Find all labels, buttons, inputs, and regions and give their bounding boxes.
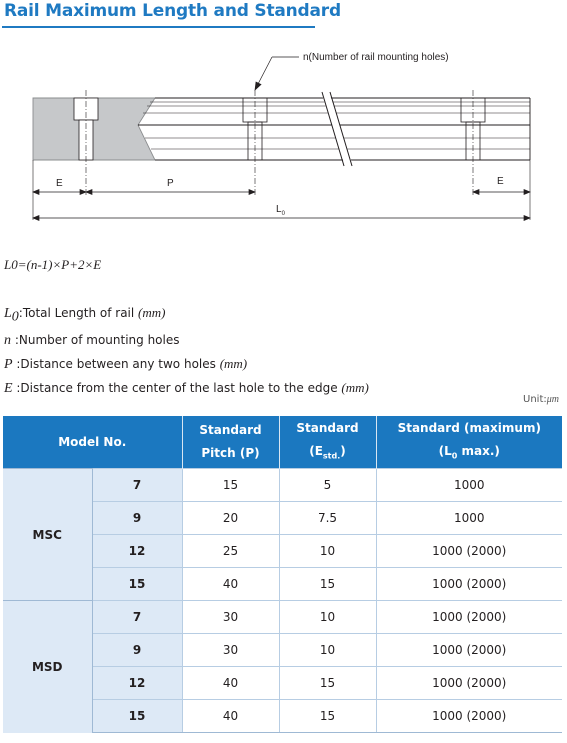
pitch-cell: 15 bbox=[182, 469, 279, 502]
pitch-cell: 40 bbox=[182, 700, 279, 733]
dim-label-l0 bbox=[276, 204, 286, 217]
pitch-cell: 30 bbox=[182, 634, 279, 667]
definition-l0 bbox=[4, 301, 369, 329]
model-cell: 12 bbox=[92, 535, 182, 568]
group-cell: MSC bbox=[3, 469, 92, 601]
break-marks bbox=[322, 92, 352, 166]
e-std-cell: 15 bbox=[279, 667, 376, 700]
unit-note-label: Unit: bbox=[523, 394, 547, 405]
header-pitch bbox=[182, 416, 279, 469]
definition-l0-unit: (mm) bbox=[138, 305, 166, 320]
unit-note bbox=[523, 394, 559, 405]
l-max-cell: 1000 (2000) bbox=[376, 667, 562, 700]
model-cell: 7 bbox=[92, 601, 182, 634]
pitch-cell: 40 bbox=[182, 667, 279, 700]
dim-label-p: P bbox=[167, 178, 174, 189]
callout-text: n(Number of rail mounting holes) bbox=[303, 52, 449, 63]
definition-e-unit: (mm) bbox=[341, 379, 369, 395]
unit-note-unit: μm bbox=[546, 394, 559, 405]
rail-body bbox=[33, 98, 530, 160]
e-std-cell: 10 bbox=[279, 601, 376, 634]
definition-n-text: :Number of mounting holes bbox=[11, 332, 180, 347]
header-pitch-line2: Pitch (P) bbox=[201, 446, 260, 460]
header-length-max bbox=[376, 416, 562, 469]
header-model: Model No. bbox=[3, 416, 182, 469]
symbol-l0-sub: 0 bbox=[11, 309, 19, 325]
dim-label-l0-main: L bbox=[276, 204, 282, 215]
header-len-main: (L bbox=[438, 443, 452, 458]
model-cell: 9 bbox=[92, 634, 182, 667]
header-len-line1: Standard (maximum) bbox=[397, 420, 541, 435]
definition-l0-text: :Total Length of rail bbox=[18, 306, 139, 320]
header-e-line2 bbox=[309, 443, 346, 461]
symbol-definitions bbox=[4, 301, 369, 400]
l-max-cell: 1000 (2000) bbox=[376, 601, 562, 634]
definition-e-text: :Distance from the center of the last hole to the edge bbox=[12, 380, 342, 395]
symbol-n: n bbox=[4, 332, 11, 348]
rail-diagram bbox=[0, 40, 567, 225]
model-cell: 12 bbox=[92, 667, 182, 700]
rail-spec-table bbox=[3, 416, 562, 733]
page-title: Rail Maximum Length and Standard bbox=[4, 1, 341, 21]
header-e-main: (E bbox=[309, 443, 323, 458]
header-e-sub: std. bbox=[322, 451, 341, 461]
symbol-e: E bbox=[4, 380, 13, 396]
definition-p bbox=[4, 352, 369, 376]
model-cell: 15 bbox=[92, 700, 182, 733]
dim-label-l0-sub: 0 bbox=[281, 211, 285, 217]
header-len-end: max.) bbox=[457, 443, 500, 458]
dim-label-e-right: E bbox=[497, 176, 504, 187]
length-formula: L0=(n-1)×P+2×E bbox=[4, 257, 102, 272]
group-cell: MSD bbox=[3, 601, 92, 733]
symbol-l0: L bbox=[4, 306, 12, 321]
e-std-cell: 15 bbox=[279, 700, 376, 733]
header-e-std bbox=[279, 416, 376, 469]
table-row bbox=[3, 601, 562, 634]
e-std-cell: 15 bbox=[279, 568, 376, 601]
header-pitch-line1: Standard bbox=[199, 423, 262, 437]
header-e-line1: Standard bbox=[296, 420, 359, 435]
e-std-cell: 7.5 bbox=[279, 502, 376, 535]
e-std-cell: 10 bbox=[279, 634, 376, 667]
model-cell: 7 bbox=[92, 469, 182, 502]
definition-e bbox=[4, 376, 369, 400]
l-max-cell: 1000 (2000) bbox=[376, 634, 562, 667]
definition-p-unit: (mm) bbox=[219, 355, 248, 371]
header-len-line2 bbox=[438, 443, 500, 461]
pitch-cell: 30 bbox=[182, 601, 279, 634]
pitch-cell: 20 bbox=[182, 502, 279, 535]
l-max-cell: 1000 (2000) bbox=[376, 568, 562, 601]
pitch-cell: 25 bbox=[182, 535, 279, 568]
definition-n bbox=[4, 329, 369, 352]
table-header-row bbox=[3, 416, 562, 469]
callout-leader bbox=[255, 57, 299, 90]
e-std-cell: 5 bbox=[279, 469, 376, 502]
l-max-cell: 1000 (2000) bbox=[376, 700, 562, 733]
model-cell: 15 bbox=[92, 568, 182, 601]
title-underline bbox=[2, 26, 315, 28]
header-e-end: ) bbox=[340, 443, 346, 458]
l-max-cell: 1000 (2000) bbox=[376, 535, 562, 568]
symbol-p: P bbox=[4, 356, 13, 372]
model-cell: 9 bbox=[92, 502, 182, 535]
definition-p-text: :Distance between any two holes bbox=[12, 356, 220, 371]
l-max-cell: 1000 bbox=[376, 502, 562, 535]
e-std-cell: 10 bbox=[279, 535, 376, 568]
table-row bbox=[3, 469, 562, 502]
l-max-cell: 1000 bbox=[376, 469, 562, 502]
header-len-sub: 0 bbox=[451, 451, 458, 461]
pitch-cell: 40 bbox=[182, 568, 279, 601]
dim-label-e-left: E bbox=[56, 178, 63, 189]
